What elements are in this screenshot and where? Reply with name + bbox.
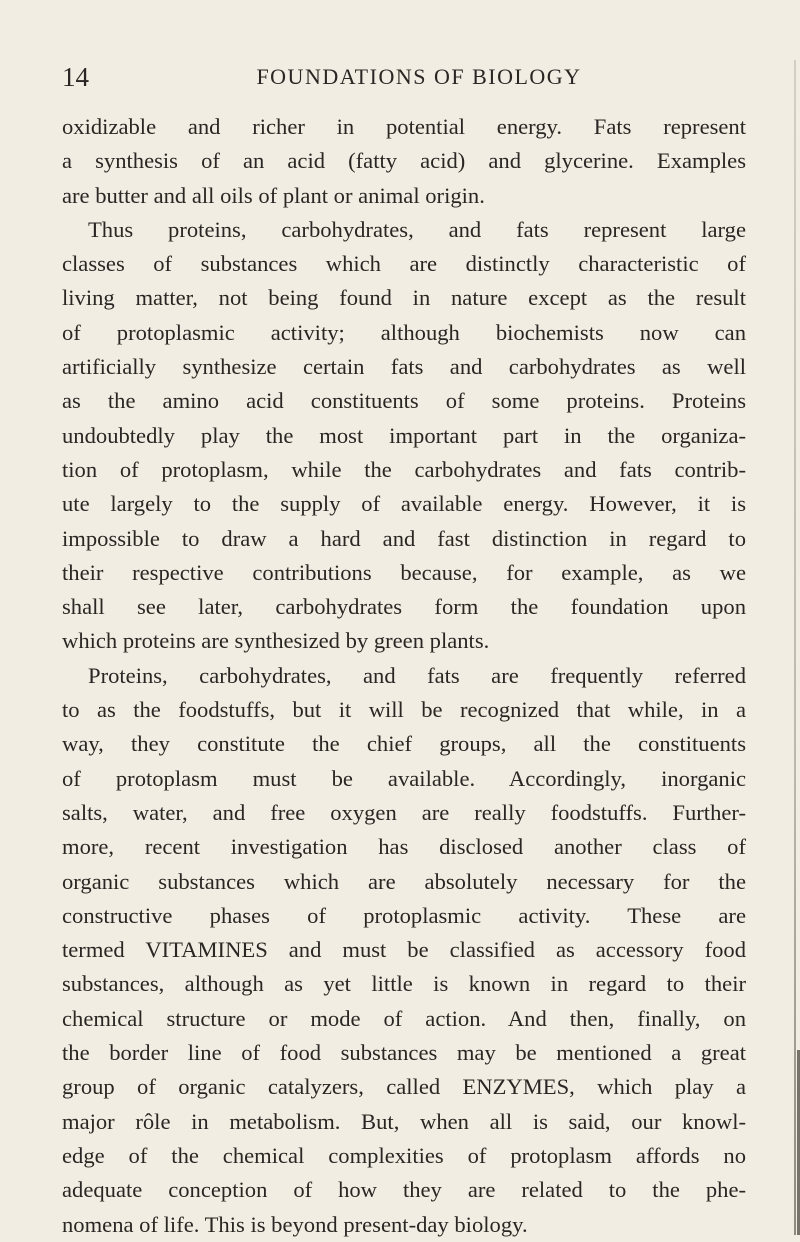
text-line: Proteins, carbohydrates, and fats are frequently referred [88,662,746,688]
text-line: salts, water, and free oxygen are really foodstuffs. Further- [62,799,746,825]
text-line: way, they constitute the chief groups, all the constituents [62,731,746,757]
text-line: shall see later, carbohydrates form the foundation upon [62,594,746,620]
text-line: which proteins are synthesized by green plants. [62,628,490,654]
page-edge-shadow [794,60,796,1235]
text-line: ute largely to the supply of available energy. However, it is [62,491,746,517]
running-head [62,60,746,94]
text-line: major rôle in metabolism. But, when all is said, our knowl- [62,1108,746,1134]
text-line: more, recent investigation has disclosed another class of [62,834,746,860]
text-line: as the amino acid constituents of some proteins. Proteins [62,388,746,414]
text-line: constructive phases of protoplasmic activity. These are [62,902,746,928]
page-number: 14 [62,62,89,92]
text-line: edge of the chemical complexities of protoplasm affords no [62,1142,746,1168]
text-line: their respective contributions because, for example, as we [62,559,746,585]
text-line: oxidizable and richer in potential energy. Fats represent [62,114,746,139]
text-line: group of organic catalyzers, called ENZYMES, which play a [62,1074,746,1100]
text-line: impossible to draw a hard and fast distinction in regard to [62,525,746,551]
text-line: tion of protoplasm, while the carbohydrates and fats contrib- [62,456,746,482]
text-line: adequate conception of how they are related to the phe- [62,1177,746,1203]
text-line: substances, although as yet little is known in regard to their [62,971,746,997]
running-title: FOUNDATIONS OF BIOLOGY [256,64,582,89]
text-line: living matter, not being found in nature except as the result [62,285,746,311]
text-line: organic substances which are absolutely necessary for the [62,868,746,894]
text-line: of protoplasm must be available. Accordingly, inorganic [62,765,746,791]
text-line: to as the foodstuffs, but it will be recognized that while, in a [62,697,746,723]
body-text [62,110,746,1242]
text-line: a synthesis of an acid (fatty acid) and glycerine. Examples [62,148,746,174]
text-line: are butter and all oils of plant or animal origin. [62,182,485,208]
text-line: classes of substances which are distinctly characteristic of [62,251,746,277]
text-line: of protoplasmic activity; although biochemists now can [62,319,746,345]
text-line: chemical structure or mode of action. And then, finally, on [62,1005,746,1031]
text-line: artificially synthesize certain fats and carbohydrates as well [62,354,746,380]
text-line: termed VITAMINES and must be classified as accessory food [62,937,746,963]
text-line: Thus proteins, carbohydrates, and fats represent large [88,216,746,242]
text-line: nomena of life. This is beyond present-day biology. [62,1211,528,1237]
text-line: the border line of food substances may be mentioned a great [62,1040,746,1066]
text-line: undoubtedly play the most important part in the organiza- [62,422,746,448]
